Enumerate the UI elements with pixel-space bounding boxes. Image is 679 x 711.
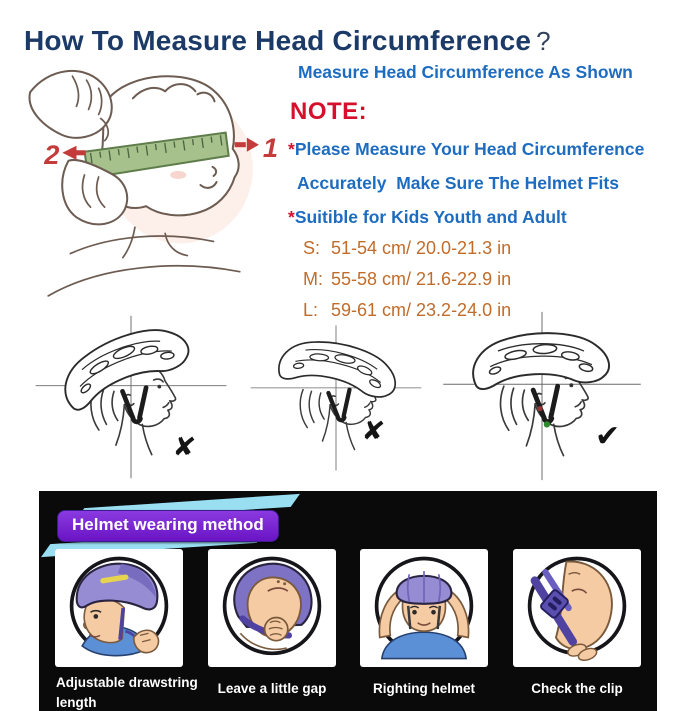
wearing-method-panel xyxy=(39,491,657,711)
step-card-drawstring xyxy=(55,549,183,667)
instructions-block xyxy=(288,58,678,321)
x-mark: ✘ xyxy=(171,430,198,465)
measuring-illustration xyxy=(6,56,284,308)
helmet-fit-drawing xyxy=(30,312,232,482)
size-row-s: S: 51-54 cm/ 20.0-21.3 in xyxy=(303,238,512,258)
as-shown-text: Measure Head Circumference As Shown xyxy=(298,62,633,82)
badge-banner xyxy=(49,501,309,553)
size-row-m: M: 55-58 cm/ 21.6-22.9 in xyxy=(303,269,512,289)
note-label: NOTE: xyxy=(290,98,368,125)
step-label: Righting helmet xyxy=(373,681,475,696)
step-1-number: 1 xyxy=(262,131,279,163)
note-line-3: *Suitible for Kids Youth and Adult xyxy=(288,207,567,227)
step-card-righting xyxy=(360,549,488,667)
head-measuring-drawing xyxy=(6,56,284,308)
fit-figure-tilted-back xyxy=(30,312,232,482)
clip-step-drawing xyxy=(513,549,641,667)
fit-figure-tilted-forward xyxy=(243,322,429,474)
step-label: Adjustable drawstring length xyxy=(56,675,198,710)
note-line-2: Accurately Make Sure The Helmet Fits xyxy=(297,173,619,193)
x-mark: ✘ xyxy=(360,414,387,449)
step-label: Check the clip xyxy=(531,681,623,696)
size-row-l: L: 59-61 cm/ 23.2-24.0 in xyxy=(303,300,512,320)
note-line-1: *Please Measure Your Head Circumference xyxy=(288,139,645,159)
asterisk: * xyxy=(288,207,295,227)
gap-step-drawing xyxy=(208,549,336,667)
page-title xyxy=(24,25,551,57)
drawstring-step-drawing xyxy=(55,549,183,667)
fit-figure-correct xyxy=(435,308,649,484)
asterisk: * xyxy=(288,139,295,159)
helmet-fit-drawing xyxy=(435,308,649,484)
righting-step-drawing xyxy=(360,549,488,667)
helmet-fit-drawing xyxy=(243,322,429,474)
wearing-method-badge: Helmet wearing method xyxy=(57,510,279,542)
question-mark: ? xyxy=(536,25,551,56)
step-card-gap xyxy=(208,549,336,667)
page-title-text: How To Measure Head Circumference xyxy=(24,24,532,56)
step-card-clip xyxy=(513,549,641,667)
check-mark: ✔ xyxy=(595,419,621,454)
step-2-number: 2 xyxy=(44,138,60,170)
step-label: Leave a little gap xyxy=(217,681,327,696)
fit-check-row xyxy=(0,306,679,490)
